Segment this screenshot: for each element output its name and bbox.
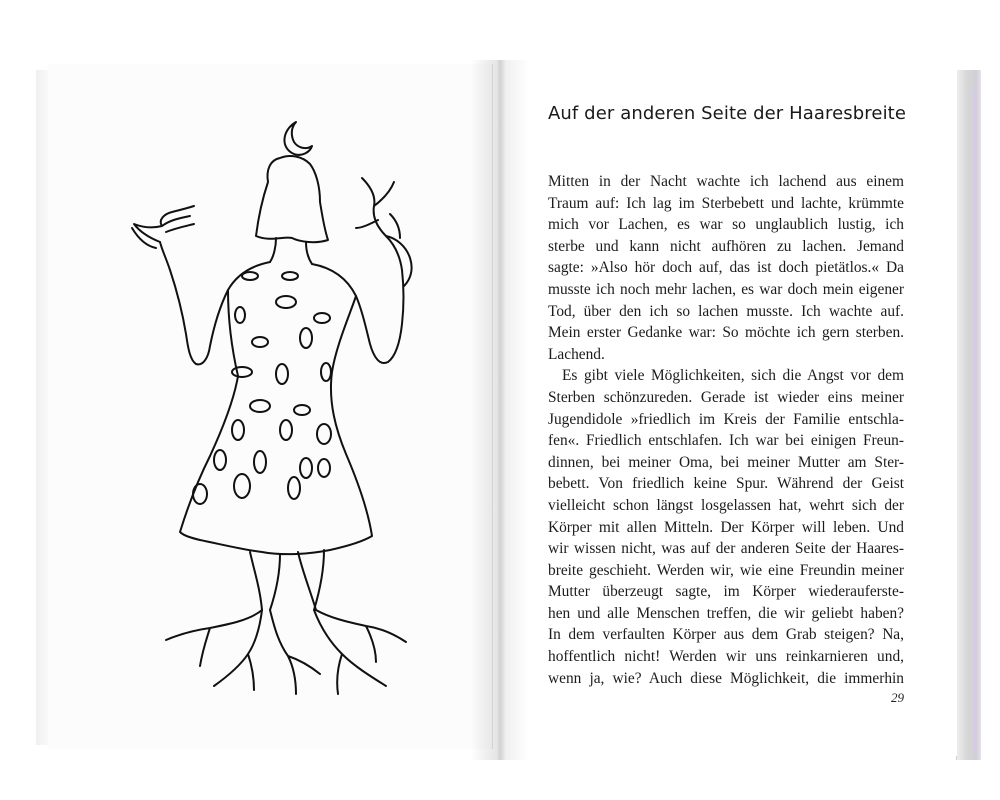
dress-spot xyxy=(314,313,330,323)
dress-spot xyxy=(276,364,288,384)
neck-drawing xyxy=(270,238,312,264)
body-text-line: Mein erster Gedanke war: So möchte ich gern sterben. xyxy=(548,324,904,342)
dress-drawing xyxy=(180,290,372,554)
body-text-line: Sterben schönzureden. Gerade ist wieder eins meiner xyxy=(548,388,904,406)
body-text-line: dinnen, bei meiner Oma, bei meiner Mutter am Ster- xyxy=(548,453,904,471)
chapter-title: Auf der anderen Seite der Haaresbreite xyxy=(548,103,907,124)
body-text-line: sagte: »Also hör doch auf, das ist doch pietätlos.« Da xyxy=(548,259,904,277)
dress-spot xyxy=(214,450,226,470)
body-text-line: Jugendidole »friedlich im Kreis der Familie entschla- xyxy=(548,410,904,428)
dress-spot xyxy=(282,272,298,280)
dress-spot xyxy=(321,363,331,381)
right-arm-drawing xyxy=(312,236,404,363)
body-text-line: wenn ja, wie? Auch diese Möglichkeit, die immerhin xyxy=(548,669,904,687)
left-root-feet-drawing xyxy=(166,610,320,694)
body-text-line: fen«. Friedlich entschlafen. Ich war bei einigen Freun- xyxy=(548,432,904,450)
dress-spot xyxy=(235,307,245,323)
page-number: 29 xyxy=(891,690,904,705)
body-text-line: Körper mit allen Mitteln. Der Körper will leben. Und xyxy=(548,518,904,536)
body-text-line: Mitten in der Nacht wachte ich lachend aus einem xyxy=(548,173,904,190)
dress-spot xyxy=(193,484,207,504)
dress-spot xyxy=(252,337,268,347)
body-text-line: Tod, über den ich so lachen musste. Ich wachte auf. xyxy=(548,302,904,320)
body-text-line: bebett. Von friedlich keine Spur. Während der Geist xyxy=(548,475,904,493)
body-text-line: mich vor Lachen, es war so unglaublich lustig, ich xyxy=(548,216,904,234)
body-text xyxy=(548,171,904,689)
body-text-line: In dem verfaulten Körper aus dem Grab steigen? Na, xyxy=(548,626,904,644)
legs-drawing xyxy=(250,550,324,610)
body-text-line: musste ich noch mehr lachen, es war doch mein eigener xyxy=(548,280,904,298)
dress-spot xyxy=(280,420,292,440)
dress-spot xyxy=(317,424,331,444)
body-text-line: wir wissen nicht, was auf der anderen Seite der Haares- xyxy=(548,540,904,558)
left-hand-drawing xyxy=(132,206,194,248)
body-text-line: hen und alle Menschen treffen, die wir geliebt haben? xyxy=(548,604,904,622)
body-text-line: Lachend. xyxy=(548,345,605,363)
body-text-line: Traum auf: Ich lag im Sterbebett und lachte, krümmte xyxy=(548,194,904,212)
body-text-line: sterbe und kann nicht aufhören zu lachen. Jemand xyxy=(548,237,904,255)
dress-spot xyxy=(254,451,266,473)
body-text-line: hoffentlich nicht! Werden wir uns reinkarnieren und, xyxy=(548,648,904,666)
dress-spot xyxy=(300,458,312,478)
dress-spot xyxy=(288,477,300,499)
figure-illustration xyxy=(110,110,440,710)
dress-spot xyxy=(294,405,310,415)
right-root-feet-drawing xyxy=(314,610,406,694)
dress-spot xyxy=(318,459,330,477)
crescent-moon-drawing xyxy=(284,122,312,155)
dress-spot xyxy=(250,400,270,412)
body-text-line: Es gibt viele Möglichkeiten, sich die Angst vor dem xyxy=(562,367,904,385)
dress-spot xyxy=(232,420,244,440)
body-text-line: vielleicht schon längst losgelassen hat, wehrt sich der xyxy=(548,496,904,514)
dress-spot xyxy=(276,296,296,308)
dress-spot xyxy=(234,474,250,498)
body-text-line: Mutter überzeugt sagte, im Körper wiederauferste- xyxy=(548,583,904,601)
dress-spot xyxy=(232,367,252,377)
right-hand-drawing xyxy=(356,178,412,286)
dress-spot xyxy=(300,328,312,348)
right-page-edge xyxy=(956,70,981,760)
dress-spot xyxy=(242,272,258,280)
head-drawing xyxy=(256,156,328,242)
body-text-line: breite geschieht. Werden wir, wie eine Freundin meiner xyxy=(548,561,904,579)
